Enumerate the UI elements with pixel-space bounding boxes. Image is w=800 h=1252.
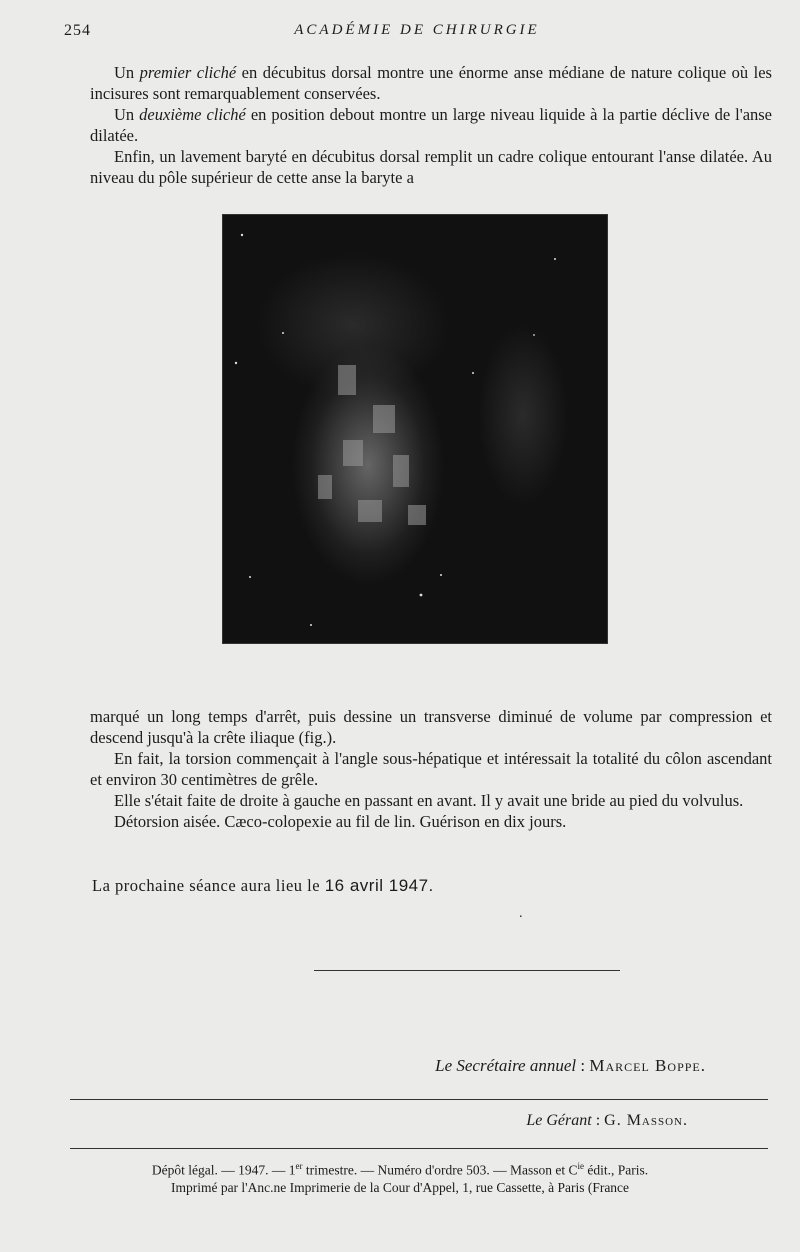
page-header <box>64 22 770 42</box>
running-title: ACADÉMIE DE CHIRURGIE <box>294 22 540 38</box>
text-run: en décubitus dorsal montre une énorme anse médiane de nature colique où les incisures sont remarquablement conservées. <box>90 63 772 103</box>
emphasis: deuxième cliché <box>139 105 246 124</box>
manager-name: G. Masson. <box>604 1112 688 1129</box>
secretary-role: Le Secrétaire annuel <box>435 1056 577 1075</box>
separator: : <box>591 1112 605 1129</box>
divider-rule <box>70 1099 768 1100</box>
manager-role: Le Gérant <box>526 1112 592 1129</box>
text-run: trimestre. — Numéro d'ordre 503. — Masson et C <box>302 1162 578 1178</box>
text-run: Un <box>114 63 140 82</box>
colophon-printer: Imprimé par l'Anc.ne Imprimerie de la Cour d'Appel, 1, rue Cassette, à Paris (France <box>170 1180 630 1195</box>
superscript: ie <box>577 1161 584 1171</box>
page-number: 254 <box>64 22 91 39</box>
superscript: er <box>295 1161 303 1171</box>
paragraph-second-plate <box>90 104 772 146</box>
text-run: édit., Paris. <box>584 1162 649 1178</box>
paragraph-first-plate <box>90 62 772 104</box>
bottom-text-block <box>90 706 772 832</box>
divider-rule <box>70 1148 768 1149</box>
secretary-signature <box>435 1056 706 1076</box>
manager-line <box>526 1112 688 1130</box>
next-sitting-notice <box>92 876 434 896</box>
paragraph-arrest: marqué un long temps d'arrêt, puis dessine un transverse diminué de volume par compression et descend jusqu'à la crête iliaque (fig.). <box>90 707 772 747</box>
text-run: Un <box>114 105 140 124</box>
text-run: Dépôt légal. — 1947. — 1 <box>151 1162 296 1178</box>
text-run: en position debout montre un large niveau liquide à la partie déclive de l'anse dilatée. <box>90 105 773 145</box>
paragraph-torsion: En fait, la torsion commençait à l'angle sous-hépatique et intéressait la totalité du côlon ascendant et environ 30 centimètres de grêle. <box>90 749 772 789</box>
secretary-name: Marcel Boppe. <box>589 1056 706 1075</box>
separator: : <box>576 1056 590 1075</box>
next-sitting-text: La prochaine séance aura lieu le <box>92 876 325 895</box>
radiograph-image <box>223 215 607 643</box>
divider-rule <box>314 970 620 971</box>
colophon-legal-deposit <box>60 1161 740 1179</box>
paragraph-barium-enema: Enfin, un lavement baryté en décubitus dorsal remplit un cadre colique entourant l'anse dilatée. Au niveau du pôle supérieur de cette anse la baryte a <box>90 147 772 187</box>
paragraph-direction: Elle s'était faite de droite à gauche en passant en avant. Il y avait une bride au pied du volvulus. <box>114 791 744 810</box>
separator-dot: . <box>519 906 523 921</box>
radiograph-figure <box>222 214 608 644</box>
next-sitting-date: 16 avril 1947. <box>324 876 434 895</box>
paragraph-outcome: Détorsion aisée. Cæco-colopexie au fil de lin. Guérison en dix jours. <box>114 812 567 831</box>
top-text-block <box>90 62 772 188</box>
emphasis: premier cliché <box>139 63 237 82</box>
